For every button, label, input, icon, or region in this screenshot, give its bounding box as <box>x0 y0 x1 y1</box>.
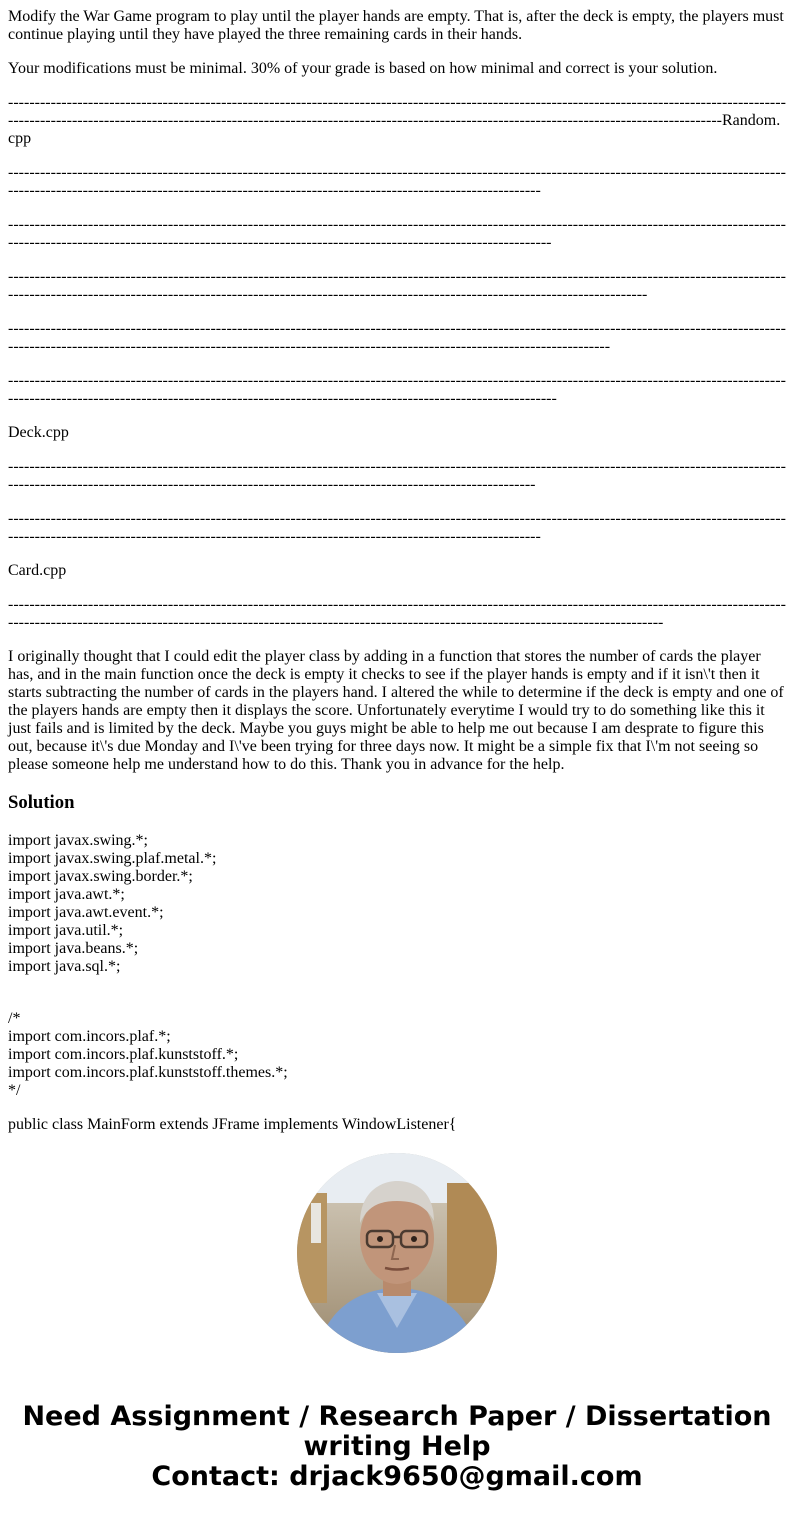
import-line: import javax.swing.border.*; <box>8 868 193 885</box>
separator-4: -------------------------------------------------------------------------------------------------------------------------------------------------------------------------------------------------------------------------------------------------------------------------- <box>8 268 786 303</box>
class-declaration: public class MainForm extends JFrame implements WindowListener{ <box>8 1116 457 1133</box>
separator-5: ------------------------------------------------------------------------------------------------------------------------------------------------------------------------------------------------------------------------------------------------------------------- <box>8 320 786 355</box>
document-body <box>8 8 786 1150</box>
solution-heading: Solution <box>8 792 75 813</box>
promo-contact: Contact: drjack9650@gmail.com <box>151 1461 643 1492</box>
imports-block <box>8 832 786 994</box>
separator-2: ------------------------------------------------------------------------------------------------------------------------------------------------------------------------------------------------------------------------------------------------------ <box>8 164 786 199</box>
promo-line-1: Need Assignment / Research Paper / Dissertation <box>22 1401 772 1432</box>
comment-line: */ <box>8 1082 21 1099</box>
import-line: import java.awt.*; <box>8 886 125 903</box>
question-intro: Modify the War Game program to play until the player hands are empty. That is, after the deck is empty, the players must continue playing until they have played the three remaining cards in their hands. <box>8 8 784 43</box>
separator-6: --------------------------------------------------------------------------------------------------------------------------------------------------------------------------------------------------------------------------------------------------------- <box>8 372 786 407</box>
import-line: import java.awt.event.*; <box>8 904 164 921</box>
card-label: Card.cpp <box>8 562 67 579</box>
separator-7: ----------------------------------------------------------------------------------------------------------------------------------------------------------------------------------------------------------------------------------------------------- <box>8 458 786 493</box>
import-line: import javax.swing.*; <box>8 832 148 849</box>
import-line: import java.sql.*; <box>8 958 121 975</box>
promo-line-2: writing Help <box>303 1431 491 1462</box>
comment-line: import com.incors.plaf.kunststoff.themes.*; <box>8 1064 288 1081</box>
minimal-note: Your modifications must be minimal. 30% of your grade is based on how minimal and correct is your solution. <box>8 60 718 77</box>
comment-line: import com.incors.plaf.*; <box>8 1028 171 1045</box>
comment-block <box>8 1010 786 1100</box>
separator-3: -------------------------------------------------------------------------------------------------------------------------------------------------------------------------------------------------------------------------------------------------------- <box>8 216 786 251</box>
comment-line: /* <box>8 1010 21 1027</box>
separator-8: ------------------------------------------------------------------------------------------------------------------------------------------------------------------------------------------------------------------------------------------------------ <box>8 510 786 545</box>
explanation: I originally thought that I could edit the player class by adding in a function that stores the number of cards the player has, and in the main function once the deck is empty it checks to see if the player hands is empty and if it isn\'t then it starts subtracting the number of cards in the players hand. I altered the while to determine if the deck is empty and one of the players hands are empty then it displays the score. Unfortunately everytime I would try to do something like this it just fails and is limited by the deck. Maybe you guys might be able to help me out because I am desprate to figure this out, because it\'s due Monday and I\'ve been trying for three days now. It might be a simple fix that I\'m not seeing so please someone help me understand how to do this. Thank you in advance for the help. <box>8 648 784 773</box>
import-line: import java.beans.*; <box>8 940 139 957</box>
import-line: import javax.swing.plaf.metal.*; <box>8 850 217 867</box>
promo-banner <box>0 1402 794 1492</box>
separator-random: ----------------------------------------------------------------------------------------------------------------------------------------------------------------------------------------------------------------------------------------------------------------------------------------Random.cpp <box>8 94 786 147</box>
import-line: import java.util.*; <box>8 922 124 939</box>
deck-label: Deck.cpp <box>8 424 69 441</box>
separator-9: ----------------------------------------------------------------------------------------------------------------------------------------------------------------------------------------------------------------------------------------------------------------------------- <box>8 596 786 631</box>
person-portrait-icon <box>297 1153 497 1353</box>
comment-line: import com.incors.plaf.kunststoff.*; <box>8 1046 239 1063</box>
blank-line <box>8 976 786 994</box>
author-avatar <box>297 1153 497 1353</box>
